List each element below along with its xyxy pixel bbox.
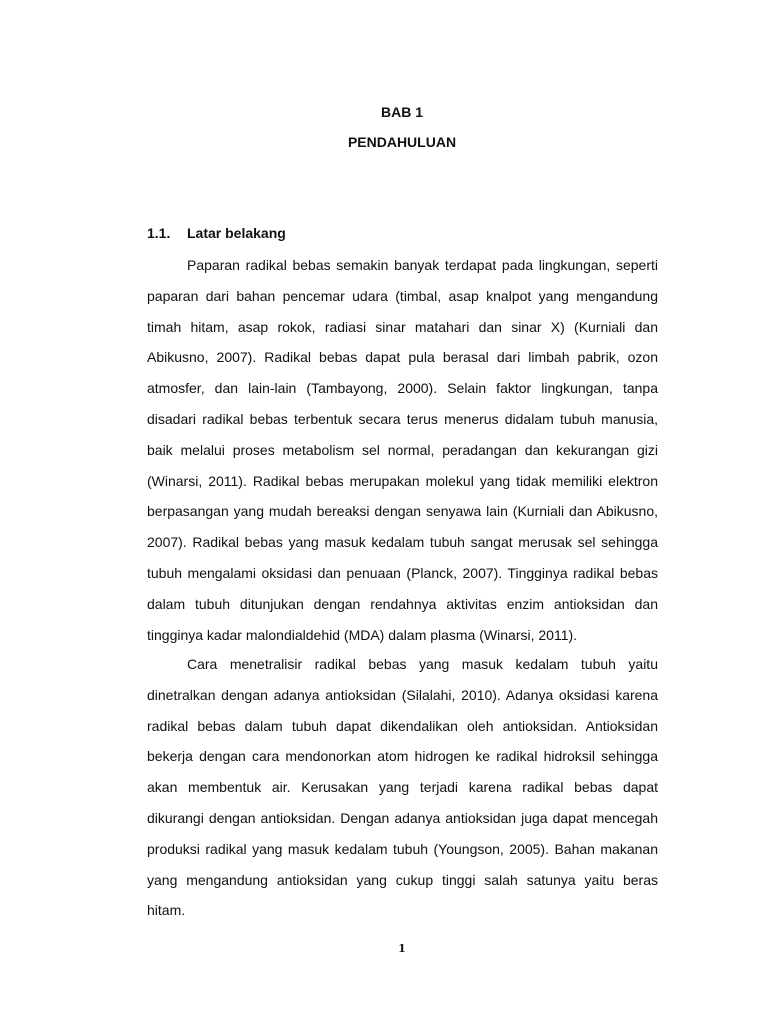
section-heading [147, 224, 286, 242]
page-number: 1 [398, 942, 406, 955]
paragraph-line: Paparan radikal bebas semakin banyak terdapat pada lingkungan, seperti [187, 257, 658, 273]
paragraph-line: Cara menetralisir radikal bebas yang masuk kedalam tubuh yaitu [187, 656, 658, 672]
paragraph-line: dikurangi dengan antioksidan. Dengan adanya antioksidan juga dapat mencegah [147, 809, 658, 826]
paragraph-line: tubuh mengalami oksidasi dan penuaan (Planck, 2007). Tingginya radikal bebas [147, 564, 658, 581]
paragraph-line: dinetralkan dengan adanya antioksidan (Silalahi, 2010). Adanya oksidasi karena [147, 686, 658, 703]
chapter-title: PENDAHULUAN [347, 134, 457, 150]
section-title: Latar belakang [187, 225, 286, 241]
paragraph-line: baik melalui proses metabolism sel normal, peradangan dan kekurangan gizi [147, 441, 658, 458]
paragraph-line: radikal bebas dalam tubuh dapat dikendalikan oleh antioksidan. Antioksidan [147, 717, 658, 734]
paragraph-line: tingginya kadar malondialdehid (MDA) dalam plasma (Winarsi, 2011). [147, 626, 578, 643]
paragraph-line: yang mengandung antioksidan yang cukup tinggi salah satunya yaitu beras [147, 871, 658, 888]
paragraph-line: disadari radikal bebas terbentuk secara terus menerus didalam tubuh manusia, [147, 410, 658, 427]
paragraph-line: timah hitam, asap rokok, radiasi sinar matahari dan sinar X) (Kurniali dan [147, 318, 658, 335]
paragraph-line: dalam tubuh ditunjukan dengan rendahnya aktivitas enzim antioksidan dan [147, 595, 658, 612]
paragraph-line: hitam. [147, 902, 186, 919]
paragraph-line: produksi radikal yang masuk kedalam tubuh (Youngson, 2005). Bahan makanan [147, 840, 658, 857]
paragraph-1 [147, 250, 658, 650]
paragraph-line: Abikusno, 2007). Radikal bebas dapat pula berasal dari limbah pabrik, ozon [147, 349, 658, 366]
paragraph-line: berpasangan yang mudah bereaksi dengan senyawa lain (Kurniali dan Abikusno, [147, 503, 658, 520]
paragraph-line: paparan dari bahan pencemar udara (timbal, asap knalpot yang mengandung [147, 287, 658, 304]
paragraph-line: bekerja dengan cara mendonorkan atom hidrogen ke radikal hidroksil sehingga [147, 748, 658, 765]
section-number: 1.1. [147, 225, 171, 241]
paragraph-line: atmosfer, dan lain-lain (Tambayong, 2000). Selain faktor lingkungan, tanpa [147, 380, 658, 397]
paragraph-line: (Winarsi, 2011). Radikal bebas merupakan molekul yang tidak memiliki elektron [147, 472, 658, 489]
paragraph-2 [147, 649, 658, 926]
paragraph-line: 2007). Radikal bebas yang masuk kedalam tubuh sangat merusak sel sehingga [147, 534, 658, 551]
chapter-heading: BAB 1 [380, 104, 423, 120]
paragraph-line: akan membentuk air. Kerusakan yang terjadi karena radikal bebas dapat [147, 779, 658, 796]
